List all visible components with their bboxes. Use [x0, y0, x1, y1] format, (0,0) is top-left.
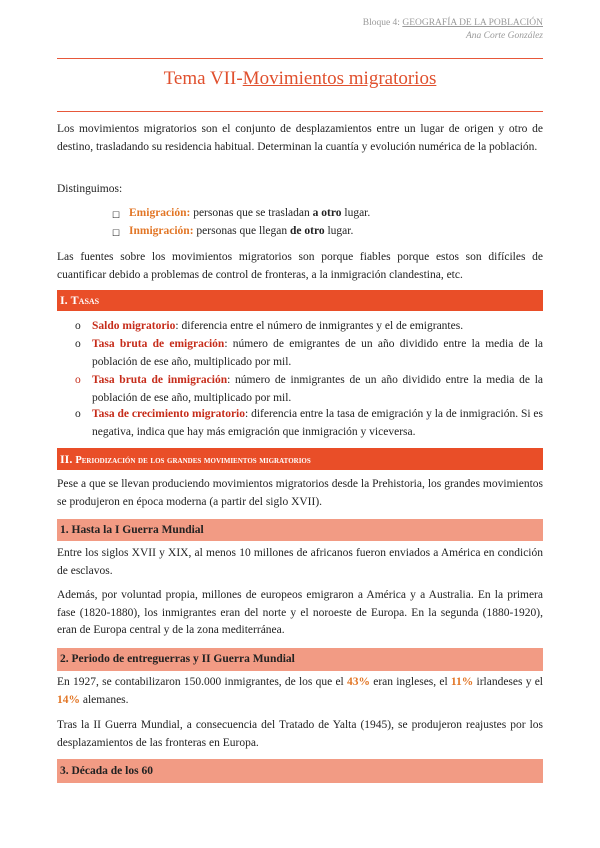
percentage: 43%: [346, 676, 370, 688]
type-inmigracion: [129, 223, 529, 241]
list-item: [92, 406, 543, 441]
section-title: Tasas: [70, 293, 100, 307]
text: eran ingleses, el: [369, 676, 451, 688]
section-number: I.: [60, 293, 71, 307]
header-subject: GEOGRAFÍA DE LA POBLACIÓN: [402, 18, 543, 28]
title-bottom-rule: [57, 111, 543, 112]
definition: : diferencia entre el número de inmigrantes y el de emigrantes.: [175, 320, 464, 332]
section-heading-tasas: [57, 290, 543, 311]
section-heading-periodizacion: [57, 448, 543, 470]
term: Saldo migratorio: [92, 320, 176, 332]
header-prefix: Bloque 4:: [362, 18, 403, 28]
sub2-paragraph-1: [57, 674, 543, 709]
intro-paragraph: Los movimientos migratorios son el conjunto de desplazamientos entre un lugar de origen y otro de destino, trasladando su residencia habitual. Determinan la cuantía y evolución numérica de la población.: [57, 123, 543, 153]
type-text: personas que llegan: [193, 225, 290, 237]
list-bullet: o: [75, 320, 81, 332]
fuentes-paragraph: Las fuentes sobre los movimientos migratorios son porque fiables porque estos son difíciles de cuantificar debido a problemas de control de fronteras, a la inmigración clandestina, etc.: [57, 251, 543, 281]
type-term: Emigración:: [129, 207, 191, 219]
title-main: Movimientos migratorios: [242, 68, 437, 89]
sub2-paragraph-2: Tras la II Guerra Mundial, a consecuencia del Tratado de Yalta (1945), se produjeron reajustes por los desplazamientos de las fronteras en Europa.: [57, 719, 543, 749]
sub1-paragraph-1: Entre los siglos XVII y XIX, al menos 10 millones de africanos fueron enviados a América en condición de esclavos.: [57, 547, 543, 577]
distinguimos-label: Distinguimos:: [57, 183, 123, 195]
text: irlandeses y el: [473, 676, 543, 688]
sub1-paragraph-2: Además, por voluntad propia, millones de europeos emigraron a América y a Australia. En la primera fase (1820-1880), los inmigrantes eran del norte y el noroeste de Europa. En la segunda (1880-1920), eran de Europa central y de la zona mediterránea.: [57, 589, 543, 636]
type-term: Inmigración:: [129, 225, 194, 237]
percentage: 11%: [450, 676, 474, 688]
title-prefix: Tema VII-: [163, 68, 243, 89]
subsection-heading-3: 3. Década de los 60: [57, 759, 543, 783]
subsection-heading-2: 2. Periodo de entreguerras y II Guerra Mundial: [57, 648, 543, 671]
text: En 1927, se contabilizaron 150.000 inmigrantes, de los que el: [57, 676, 347, 688]
title-top-rule: [57, 58, 543, 59]
definition: : número de inmigrantes de un año dividido entre la media de la población de ese año, multiplicado por mil.: [92, 374, 543, 404]
header-author: Ana Corte González: [465, 31, 543, 41]
type-text: lugar.: [324, 225, 354, 237]
type-text: lugar.: [341, 207, 371, 219]
list-bullet: o: [75, 374, 81, 386]
page-header: [363, 17, 543, 43]
subsection-heading-1: 1. Hasta la I Guerra Mundial: [57, 519, 543, 541]
section-title: Periodización de los grandes movimientos migratorios: [75, 455, 311, 466]
percentage: 14%: [57, 693, 80, 706]
type-bold: de otro: [289, 225, 325, 237]
section-number: II.: [60, 452, 76, 466]
list-item: [92, 336, 543, 371]
type-bold: a otro: [312, 207, 342, 219]
term: Tasa bruta de emigración: [92, 338, 225, 350]
list-item: [92, 318, 543, 336]
definition: : diferencia entre la tasa de emigración y la de inmigración. Si es negativa, indica que hay más emigración que inmigración y viceversa.: [92, 408, 544, 438]
term: Tasa de crecimiento migratorio: [92, 408, 246, 420]
square-bullet-icon: ☐: [112, 228, 121, 238]
section2-intro: Pese a que se llevan produciendo movimientos migratorios desde la Prehistoria, los grandes movimientos se produjeron en época moderna (a partir del siglo XVII).: [57, 478, 543, 508]
list-bullet: o: [75, 338, 81, 350]
list-item: [92, 372, 543, 407]
list-bullet: o: [75, 408, 81, 420]
page-title: [57, 68, 543, 90]
term: Tasa bruta de inmigración: [92, 374, 228, 386]
type-text: personas que se trasladan: [190, 207, 313, 219]
text: alemanes.: [80, 693, 129, 706]
definition: : número de emigrantes de un año dividido entre la media de la población de ese año, multiplicado por mil.: [92, 338, 543, 368]
type-emigracion: [129, 205, 529, 223]
square-bullet-icon: ☐: [112, 210, 121, 220]
